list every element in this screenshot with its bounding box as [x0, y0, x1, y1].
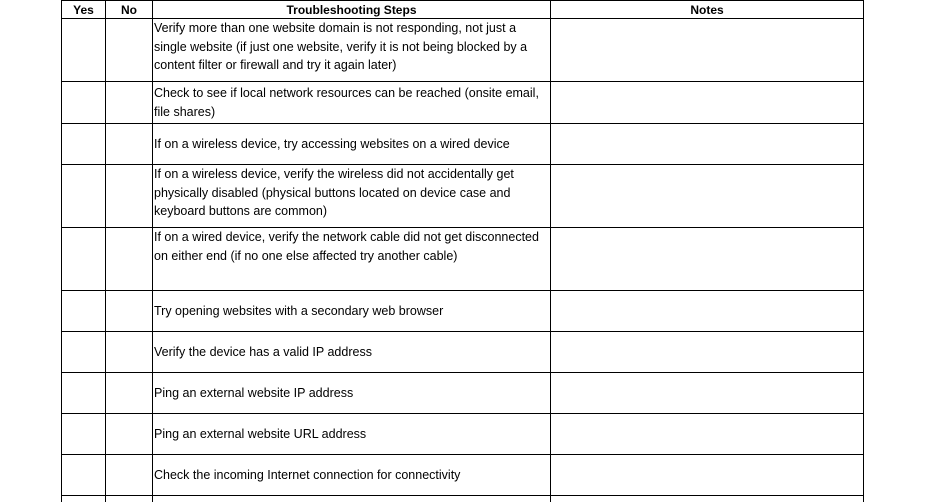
notes-cell[interactable] [551, 414, 864, 455]
step-cell: Verify the device has a valid IP address [153, 332, 551, 373]
troubleshooting-checklist [61, 0, 863, 502]
header-notes: Notes [551, 1, 864, 19]
notes-cell[interactable] [551, 455, 864, 496]
yes-cell[interactable] [62, 228, 106, 291]
header-row [62, 1, 864, 19]
yes-cell[interactable] [62, 455, 106, 496]
header-yes: Yes [62, 1, 106, 19]
notes-cell[interactable] [551, 332, 864, 373]
table-row [62, 19, 864, 82]
yes-cell[interactable] [62, 165, 106, 228]
table-row [62, 373, 864, 414]
table-row [62, 414, 864, 455]
no-cell[interactable] [106, 414, 153, 455]
no-cell[interactable] [106, 124, 153, 165]
notes-cell[interactable] [551, 124, 864, 165]
step-cell: Check to see if local network resources can be reached (onsite email, file shares) [153, 82, 551, 124]
notes-cell[interactable] [551, 19, 864, 82]
notes-cell[interactable] [551, 373, 864, 414]
step-cell: If on a wireless device, try accessing websites on a wired device [153, 124, 551, 165]
step-cell: Check the incoming Internet connection for connectivity [153, 455, 551, 496]
table-row [62, 165, 864, 228]
no-cell [106, 496, 153, 502]
yes-cell[interactable] [62, 373, 106, 414]
step-cell: Try opening websites with a secondary web browser [153, 291, 551, 332]
checklist-table [61, 0, 864, 502]
notes-cell[interactable] [551, 165, 864, 228]
no-cell[interactable] [106, 165, 153, 228]
no-cell[interactable] [106, 332, 153, 373]
no-cell[interactable] [106, 19, 153, 82]
no-cell[interactable] [106, 455, 153, 496]
step-cell: Verify more than one website domain is not responding, not just a single website (if just one website, verify it is not being blocked by a content filter or firewall and try it again later) [153, 19, 551, 82]
header-no: No [106, 1, 153, 19]
table-row [62, 455, 864, 496]
yes-cell[interactable] [62, 19, 106, 82]
header-troubleshooting-steps: Troubleshooting Steps [153, 1, 551, 19]
no-cell[interactable] [106, 82, 153, 124]
notes-cell[interactable] [551, 82, 864, 124]
table-row [62, 291, 864, 332]
table-row [62, 124, 864, 165]
step-cell: If on a wireless device, verify the wireless did not accidentally get physically disabled (physical buttons located on device case and keyboard buttons are common) [153, 165, 551, 228]
step-cell: Ping an external website IP address [153, 373, 551, 414]
table-row-partial [62, 496, 864, 502]
no-cell[interactable] [106, 373, 153, 414]
step-cell [153, 496, 551, 502]
yes-cell [62, 496, 106, 502]
table-row [62, 332, 864, 373]
notes-cell[interactable] [551, 228, 864, 291]
no-cell[interactable] [106, 291, 153, 332]
step-cell: If on a wired device, verify the network cable did not get disconnected on either end (if no one else affected try another cable) [153, 228, 551, 291]
notes-cell [551, 496, 864, 502]
table-row [62, 228, 864, 291]
notes-cell[interactable] [551, 291, 864, 332]
yes-cell[interactable] [62, 82, 106, 124]
yes-cell[interactable] [62, 124, 106, 165]
yes-cell[interactable] [62, 291, 106, 332]
yes-cell[interactable] [62, 414, 106, 455]
no-cell[interactable] [106, 228, 153, 291]
step-cell: Ping an external website URL address [153, 414, 551, 455]
yes-cell[interactable] [62, 332, 106, 373]
table-row [62, 82, 864, 124]
